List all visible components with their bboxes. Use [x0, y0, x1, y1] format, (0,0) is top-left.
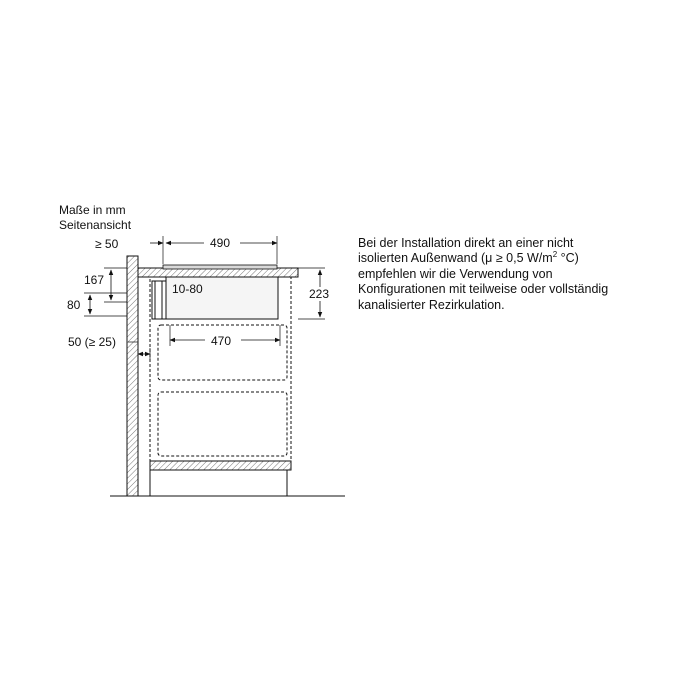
dim-label-10-80: 10-80: [172, 282, 203, 296]
dim-label-167: 167: [84, 273, 105, 287]
duct-connector: [152, 281, 166, 319]
header-units-label: Maße in mm: [59, 203, 126, 217]
note-line-3: empfehlen wir die Verwendung von: [358, 266, 553, 281]
wall: [127, 256, 138, 496]
note-line-5: kanalisierter Rezirkulation.: [358, 297, 505, 312]
drawer-lower: [158, 392, 287, 456]
plinth-board: [150, 461, 291, 470]
hob-top: [163, 265, 277, 269]
dim-label-490: 490: [210, 236, 231, 250]
note-line-2: [358, 251, 678, 266]
dim-label-80: 80: [67, 298, 81, 312]
dim-label-470: 470: [211, 334, 232, 348]
note-line-2-sup: 2: [552, 250, 558, 260]
dim-label-rear-gap: 50 (≥ 25): [68, 335, 116, 349]
dim-label-223: 223: [309, 287, 330, 301]
installation-note: [358, 236, 678, 313]
note-line-2-pre: isolierten Außenwand (μ ≥ 0,5 W/m: [358, 251, 553, 266]
dim-label-wall-gap: ≥ 50: [95, 237, 119, 251]
note-line-2-post: °C): [557, 251, 579, 266]
header-view-label: Seitenansicht: [59, 218, 132, 232]
note-line-1: Bei der Installation direkt an einer nicht: [358, 236, 574, 250]
note-line-4: Konfigurationen mit teilweise oder vollständig: [358, 282, 609, 297]
